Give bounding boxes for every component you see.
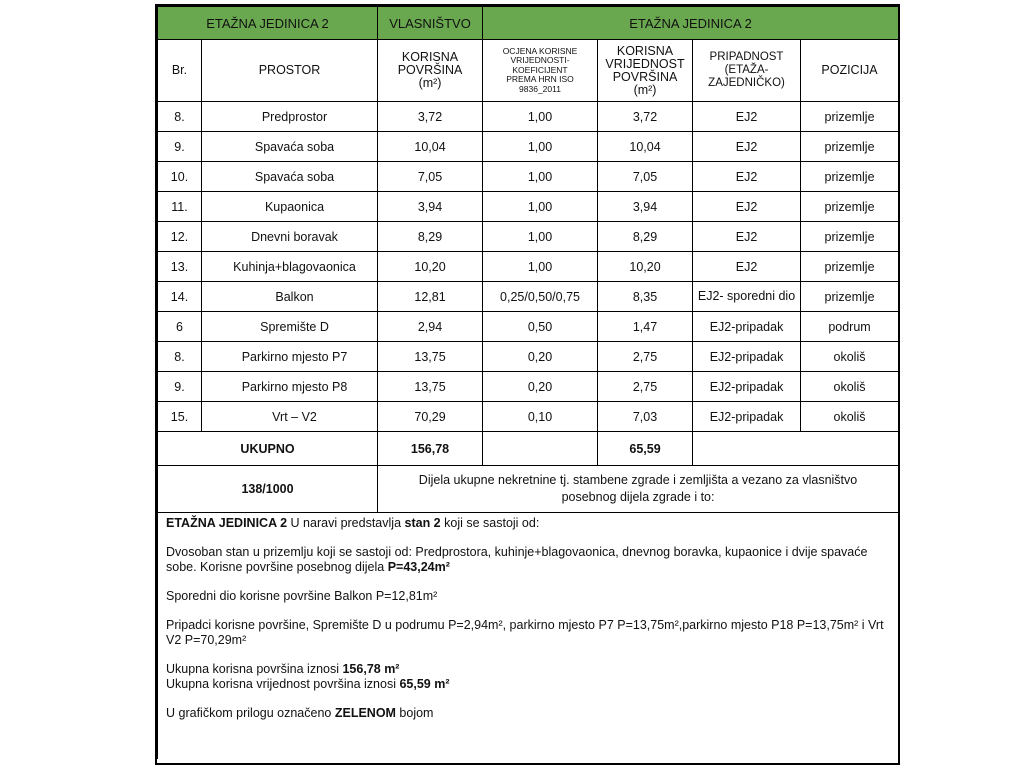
row-vrijednost: 8,35 <box>598 282 693 312</box>
table-row <box>158 312 899 342</box>
table-row <box>158 342 899 372</box>
row-prostor: Spavaća soba <box>202 162 378 192</box>
table-row <box>158 102 899 132</box>
table-row <box>158 132 899 162</box>
row-number: 14. <box>158 282 202 312</box>
row-povrsina: 2,94 <box>378 312 483 342</box>
row-vrijednost: 3,94 <box>598 192 693 222</box>
row-prostor: Dnevni boravak <box>202 222 378 252</box>
column-header-row <box>158 40 899 102</box>
row-koeficijent: 1,00 <box>483 252 598 282</box>
row-pozicija: prizemlje <box>801 192 899 222</box>
table-row <box>158 162 899 192</box>
row-koeficijent: 0,20 <box>483 372 598 402</box>
row-prostor: Vrt – V2 <box>202 402 378 432</box>
row-pozicija: prizemlje <box>801 132 899 162</box>
right-title: ETAŽNA JEDINICA 2 <box>483 7 899 40</box>
row-number: 9. <box>158 372 202 402</box>
row-pozicija: prizemlje <box>801 222 899 252</box>
row-vrijednost: 8,29 <box>598 222 693 252</box>
left-title: ETAŽNA JEDINICA 2 <box>158 7 378 40</box>
totals-label: UKUPNO <box>158 432 378 466</box>
row-number: 15. <box>158 402 202 432</box>
row-povrsina: 12,81 <box>378 282 483 312</box>
row-vrijednost: 10,20 <box>598 252 693 282</box>
row-vrijednost: 7,05 <box>598 162 693 192</box>
row-koeficijent: 1,00 <box>483 102 598 132</box>
row-koeficijent: 0,10 <box>483 402 598 432</box>
share-row <box>158 466 899 513</box>
row-povrsina: 10,04 <box>378 132 483 162</box>
row-povrsina: 8,29 <box>378 222 483 252</box>
row-pozicija: podrum <box>801 312 899 342</box>
table-row <box>158 372 899 402</box>
row-vrijednost: 1,47 <box>598 312 693 342</box>
row-pripadnost: EJ2- sporedni dio <box>693 282 801 312</box>
col-prostor: PROSTOR <box>202 40 378 102</box>
description-cell <box>158 513 899 760</box>
row-koeficijent: 0,50 <box>483 312 598 342</box>
row-pozicija: okoliš <box>801 372 899 402</box>
col-br: Br. <box>158 40 202 102</box>
row-prostor: Spremište D <box>202 312 378 342</box>
totals-row <box>158 432 899 466</box>
title-row <box>158 7 899 40</box>
row-koeficijent: 1,00 <box>483 132 598 162</box>
row-prostor: Predprostor <box>202 102 378 132</box>
row-koeficijent: 1,00 <box>483 222 598 252</box>
row-vrijednost: 2,75 <box>598 342 693 372</box>
area-table <box>157 6 899 759</box>
row-pripadnost: EJ2 <box>693 192 801 222</box>
row-pripadnost: EJ2 <box>693 252 801 282</box>
row-vrijednost: 10,04 <box>598 132 693 162</box>
col-vrijednost: KORISNA VRIJEDNOST POVRŠINA (m²) <box>598 40 693 102</box>
row-prostor: Kuhinja+blagovaonica <box>202 252 378 282</box>
row-pripadnost: EJ2 <box>693 132 801 162</box>
row-pripadnost: EJ2-pripadak <box>693 372 801 402</box>
row-koeficijent: 1,00 <box>483 192 598 222</box>
row-vrijednost: 7,03 <box>598 402 693 432</box>
row-povrsina: 7,05 <box>378 162 483 192</box>
row-number: 10. <box>158 162 202 192</box>
table-row <box>158 282 899 312</box>
row-povrsina: 10,20 <box>378 252 483 282</box>
row-number: 6 <box>158 312 202 342</box>
row-number: 12. <box>158 222 202 252</box>
table-row <box>158 252 899 282</box>
row-prostor: Kupaonica <box>202 192 378 222</box>
col-ocjena: OCJENA KORISNE VRIJEDNOSTI- KOEFICIJENT PREMA HRN ISO 9836_2011 <box>483 40 598 102</box>
row-pozicija: okoliš <box>801 402 899 432</box>
totals-povrsina: 156,78 <box>378 432 483 466</box>
document-sheet <box>155 4 900 765</box>
row-pripadnost: EJ2 <box>693 102 801 132</box>
row-pozicija: prizemlje <box>801 102 899 132</box>
row-pozicija: prizemlje <box>801 282 899 312</box>
row-prostor: Parkirno mjesto P8 <box>202 372 378 402</box>
ownership-title: VLASNIŠTVO <box>378 7 483 40</box>
desc-total-value: Ukupna korisna vrijednost površina iznosi 65,59 m² <box>166 677 450 691</box>
col-korisna-povrsina: KORISNA POVRŠINA (m²) <box>378 40 483 102</box>
description <box>158 513 898 721</box>
row-prostor: Spavaća soba <box>202 132 378 162</box>
row-koeficijent: 1,00 <box>483 162 598 192</box>
row-number: 8. <box>158 342 202 372</box>
table-row <box>158 402 899 432</box>
row-koeficijent: 0,25/0,50/0,75 <box>483 282 598 312</box>
totals-empty-1 <box>483 432 598 466</box>
row-pozicija: prizemlje <box>801 162 899 192</box>
table-body <box>158 102 899 432</box>
row-pripadnost: EJ2-pripadak <box>693 342 801 372</box>
row-number: 13. <box>158 252 202 282</box>
row-pozicija: prizemlje <box>801 252 899 282</box>
row-number: 11. <box>158 192 202 222</box>
totals-vrijednost: 65,59 <box>598 432 693 466</box>
table-row <box>158 192 899 222</box>
desc-total-area: Ukupna korisna površina iznosi 156,78 m² <box>166 662 400 676</box>
col-pripadnost: PRIPADNOST (ETAŽA- ZAJEDNIČKO) <box>693 40 801 102</box>
row-number: 8. <box>158 102 202 132</box>
row-prostor: Parkirno mjesto P7 <box>202 342 378 372</box>
desc-marking: U grafičkom prilogu označeno ZELENOM bojom <box>166 706 434 720</box>
desc-intro: ETAŽNA JEDINICA 2 U naravi predstavlja stan 2 koji se sastoji od: <box>166 516 540 530</box>
row-number: 9. <box>158 132 202 162</box>
row-vrijednost: 3,72 <box>598 102 693 132</box>
desc-secondary: Sporedni dio korisne površine Balkon P=12,81m² <box>166 589 438 603</box>
desc-apartment: Dvosoban stan u prizemlju koji se sastoji od: Predprostora, kuhinje+blagovaonica, dnevnog boravka, kupaonice i dvije spavaće sobe. Korisne površine posebnog dijela P=43,24m² <box>166 545 868 574</box>
row-pripadnost: EJ2-pripadak <box>693 402 801 432</box>
share-text: Dijela ukupne nekretnine tj. stambene zgrade i zemljišta a vezano za vlasništvo posebnog dijela zgrade i to: <box>378 466 899 513</box>
row-povrsina: 70,29 <box>378 402 483 432</box>
row-vrijednost: 2,75 <box>598 372 693 402</box>
col-pozicija: POZICIJA <box>801 40 899 102</box>
row-prostor: Balkon <box>202 282 378 312</box>
row-koeficijent: 0,20 <box>483 342 598 372</box>
share-fraction: 138/1000 <box>158 466 378 513</box>
row-povrsina: 3,72 <box>378 102 483 132</box>
table-row <box>158 222 899 252</box>
row-pozicija: okoliš <box>801 342 899 372</box>
description-row <box>158 513 899 760</box>
row-povrsina: 13,75 <box>378 372 483 402</box>
row-pripadnost: EJ2 <box>693 162 801 192</box>
row-pripadnost: EJ2 <box>693 222 801 252</box>
row-povrsina: 3,94 <box>378 192 483 222</box>
totals-empty-2 <box>693 432 899 466</box>
row-povrsina: 13,75 <box>378 342 483 372</box>
row-pripadnost: EJ2-pripadak <box>693 312 801 342</box>
desc-appurtenances: Pripadci korisne površine, Spremište D u podrumu P=2,94m², parkirno mjesto P7 P=13,75m²,parkirno mjesto P18 P=13,75m² i Vrt V2 P=70,29m² <box>166 618 884 647</box>
